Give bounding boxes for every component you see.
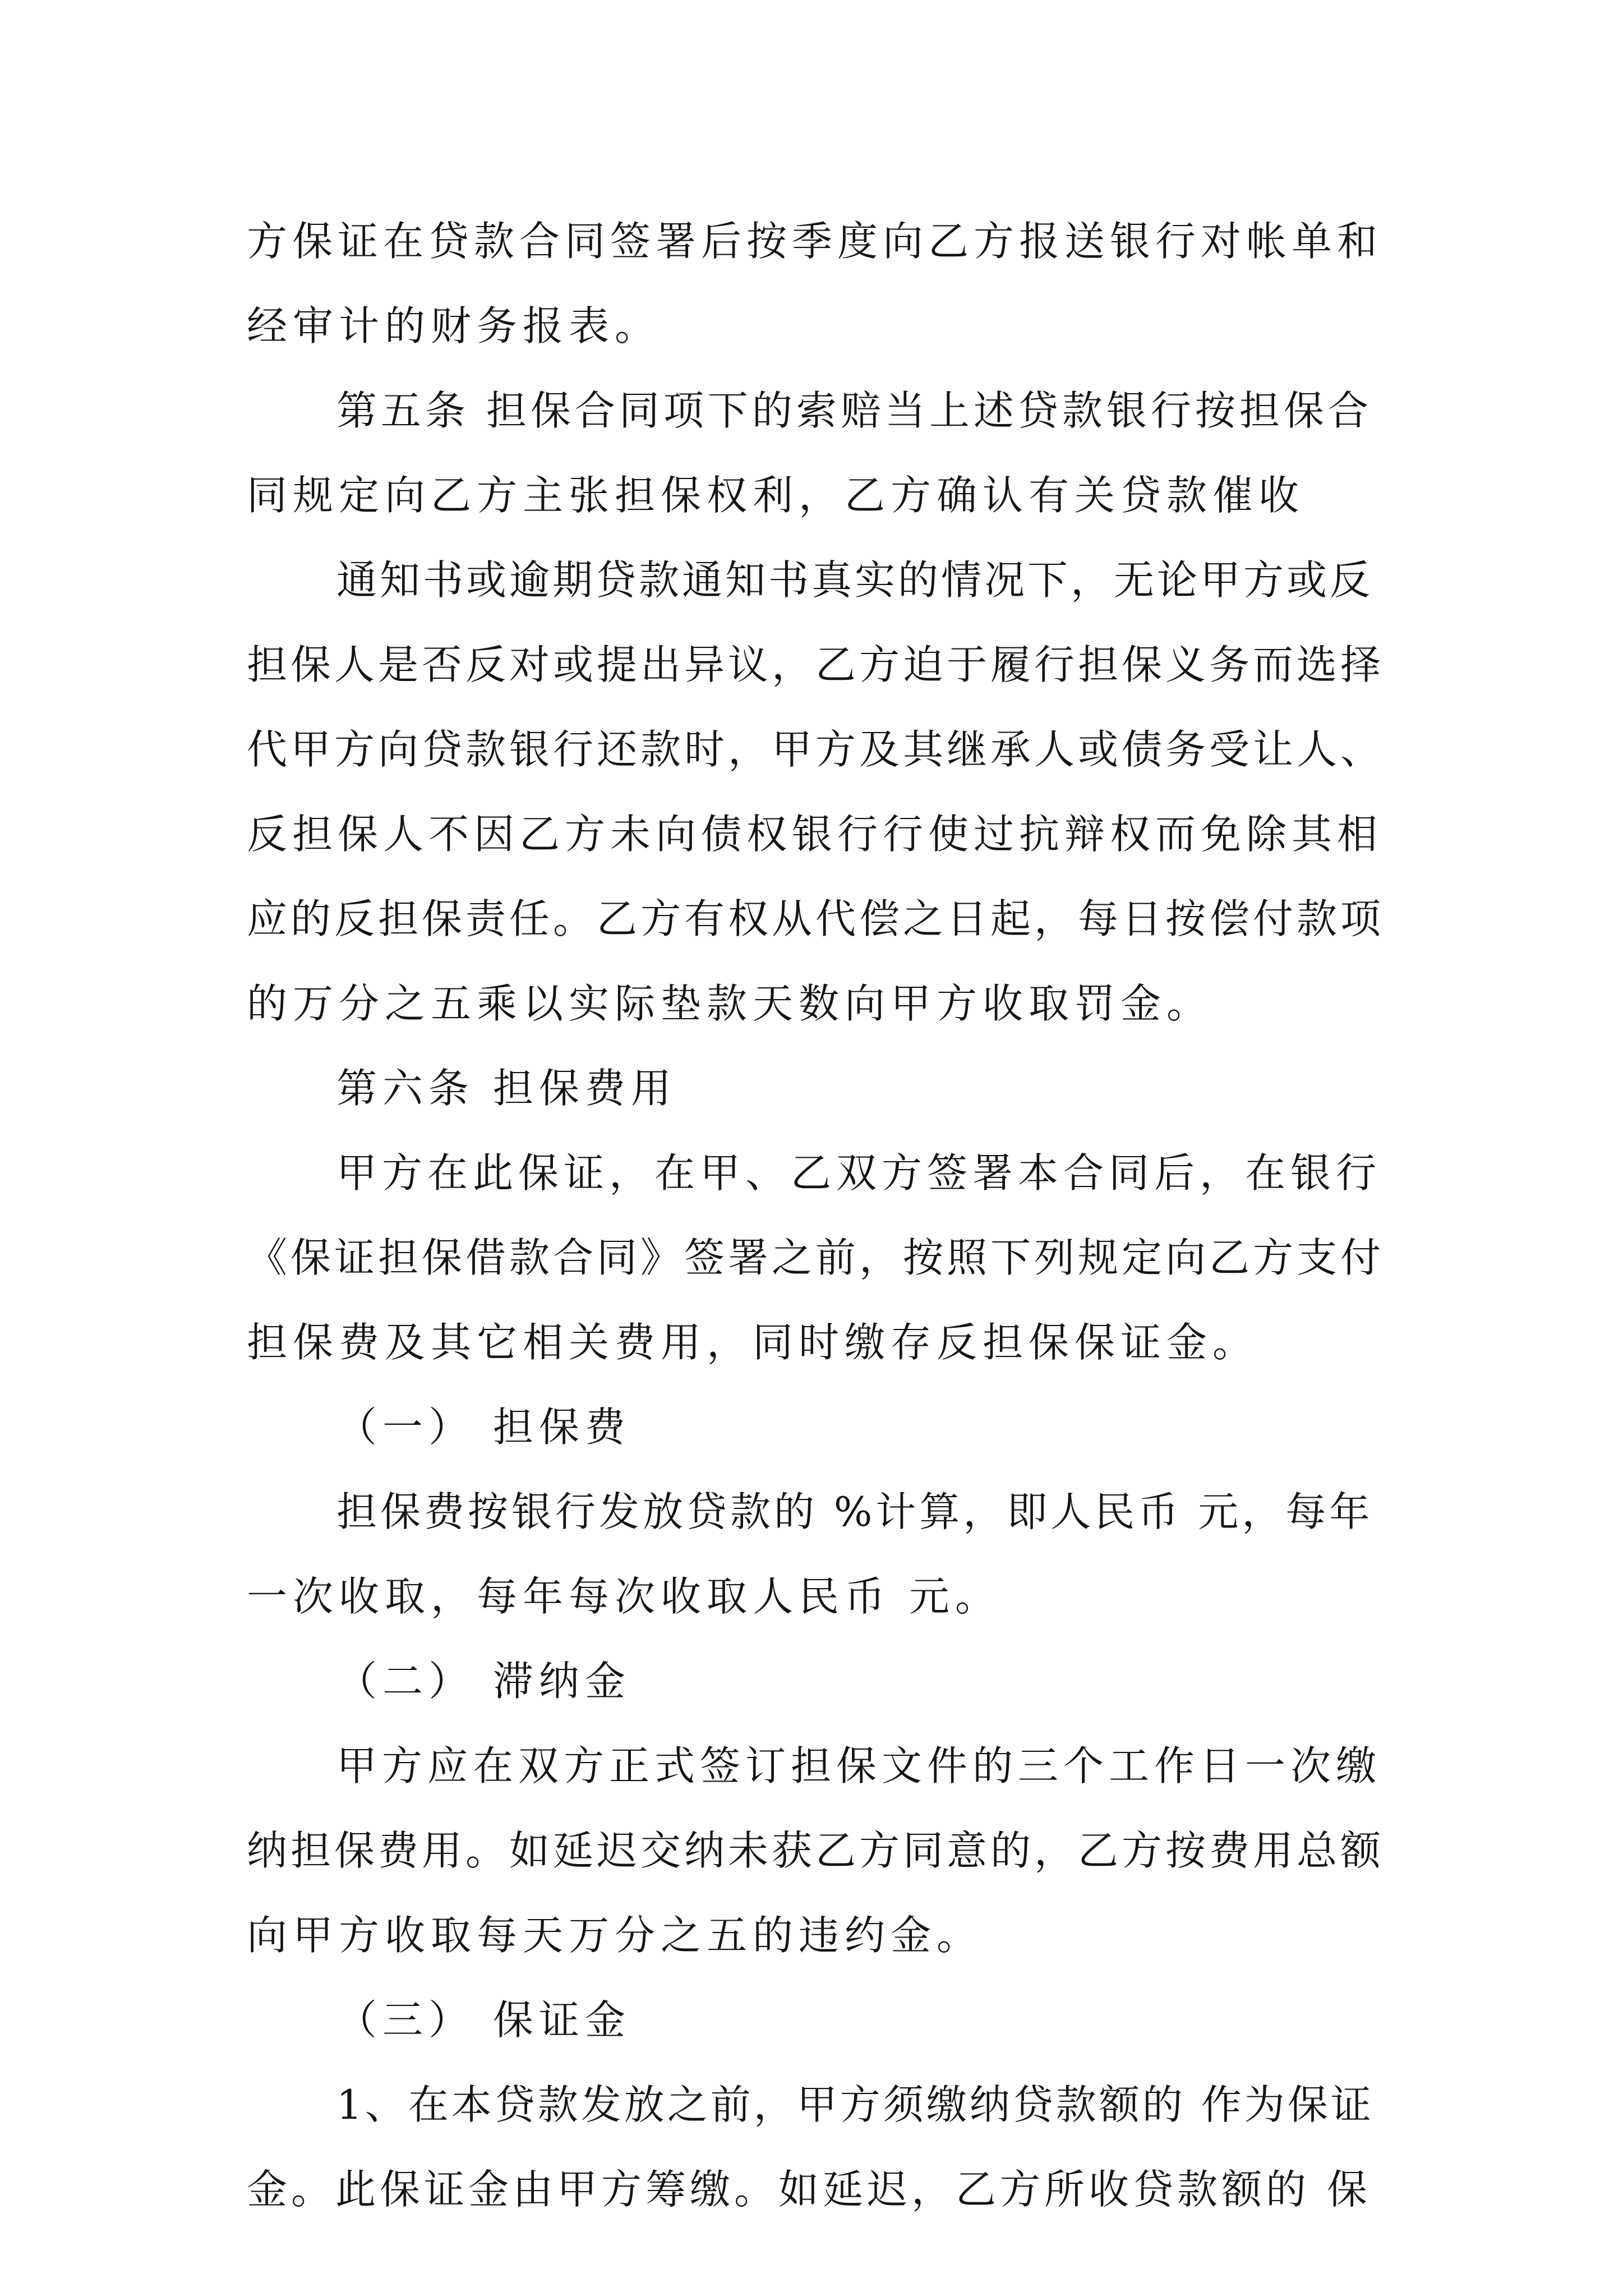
text-line: 担保费及其它相关费用，同时缴存反担保保证金。	[247, 1319, 1259, 1366]
text-line: 1、在本贷款发放之前，甲方须缴纳贷款额的 作为保证	[336, 2081, 1374, 2128]
text-line: 第五条 担保合同项下的索赔当上述贷款银行按担保合	[336, 387, 1372, 434]
text-line: 纳担保费用。如延迟交纳未获乙方同意的，乙方按费用总额	[247, 1827, 1385, 1874]
text-line: 的万分之五乘以实际垫款天数向甲方收取罚金。	[247, 980, 1213, 1027]
text-line: 应的反担保责任。乙方有权从代偿之日起，每日按偿付款项	[247, 895, 1385, 942]
text-line: 通知书或逾期贷款通知书真实的情况下，无论甲方或反	[336, 556, 1373, 604]
text-line: 向甲方收取每天万分之五的违约金。	[247, 1912, 983, 1959]
text-line: 甲方在此保证，在甲、乙双方签署本合同后，在银行	[336, 1149, 1382, 1197]
text-line: 担保人是否反对或提出异议，乙方迫于履行担保义务而选择	[247, 641, 1385, 688]
text-line: 方保证在贷款合同签署后按季度向乙方报送银行对帐单和	[247, 218, 1383, 265]
text-line: 担保费按银行发放贷款的 %计算，即人民币 元，每年	[336, 1488, 1373, 1535]
text-line: （三） 保证金	[336, 1996, 631, 2044]
text-line: 甲方应在双方正式签订担保文件的三个工作日一次缴	[336, 1742, 1382, 1789]
text-line: 经审计的财务报表。	[247, 302, 661, 349]
text-line: 《保证担保借款合同》签署之前，按照下列规定向乙方支付	[247, 1234, 1385, 1281]
text-line: 金。此保证金由甲方筹缴。如延迟，乙方所收贷款额的 保	[247, 2166, 1371, 2213]
text-line: 一次收取，每年每次收取人民币 元。	[247, 1573, 1001, 1620]
text-line: 同规定向乙方主张担保权利，乙方确认有关贷款催收	[247, 472, 1305, 519]
text-line: 代甲方向贷款银行还款时，甲方及其继承人或债务受让人、	[247, 726, 1385, 773]
text-line: 反担保人不因乙方未向债权银行行使过抗辩权而免除其相	[247, 811, 1383, 858]
text-line: 第六条 担保费用	[336, 1065, 677, 1112]
text-line: （二） 滞纳金	[336, 1658, 631, 1705]
document-body	[247, 199, 1385, 2232]
text-line: （一） 担保费	[336, 1404, 631, 1451]
